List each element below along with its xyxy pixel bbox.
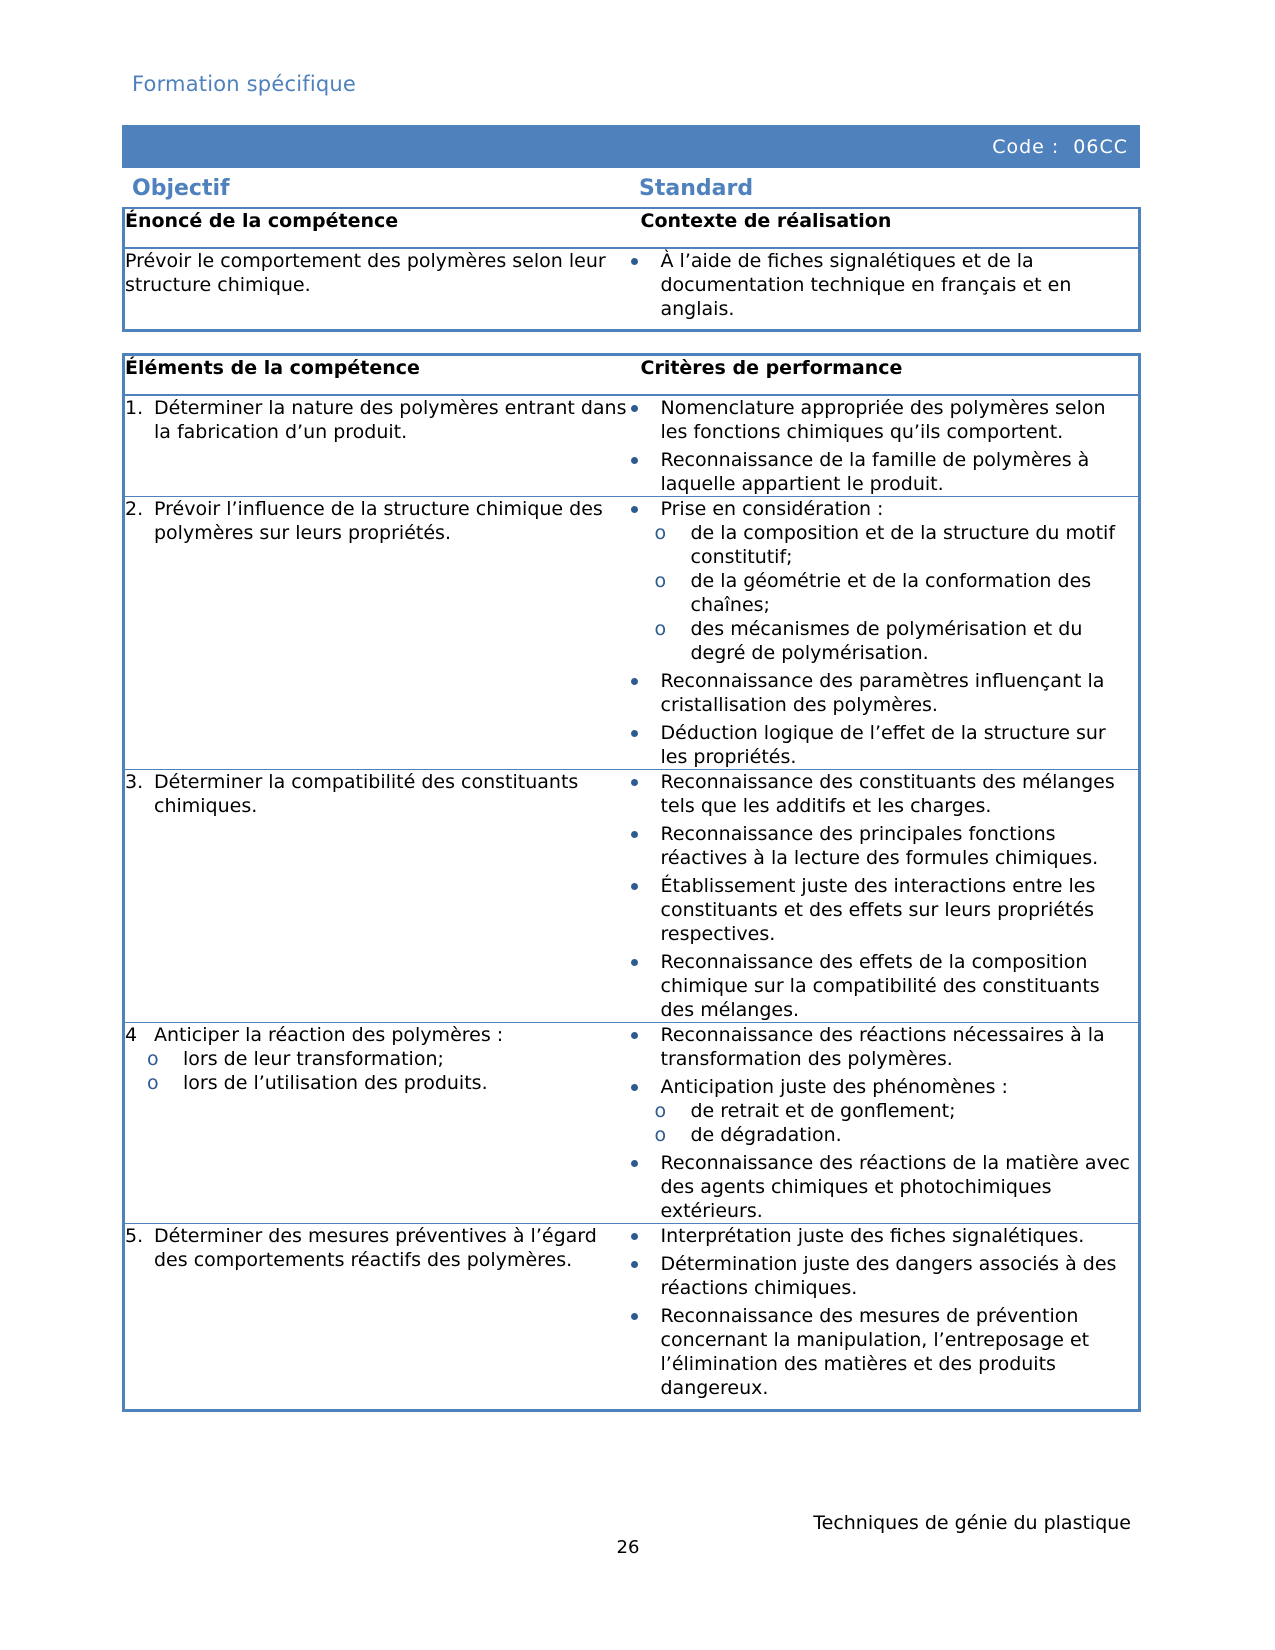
- criterion-item: [631, 497, 1139, 665]
- criterion-sub-item: [653, 617, 1139, 665]
- element-cell: [124, 395, 631, 497]
- criterion-text: Déduction logique de l’effet de la structure sur les propriétés.: [660, 721, 1106, 768]
- bullet-icon: [631, 831, 638, 838]
- header-enonce: Énoncé de la compétence: [124, 208, 631, 248]
- table-row: [124, 769, 1140, 1022]
- element-sub-list: [125, 1047, 631, 1095]
- element-text: Déterminer la nature des polymères entrant dans la fabrication d’un produit.: [154, 396, 627, 443]
- criterion-sub-text: de la géométrie et de la conformation des chaînes;: [690, 569, 1092, 616]
- criterion-text: Reconnaissance des réactions de la matière avec des agents chimiques et photochimiques extérieurs.: [660, 1151, 1130, 1222]
- code-banner: [122, 125, 1140, 168]
- criterion-text: Reconnaissance des paramètres influençant la cristallisation des polymères.: [660, 669, 1105, 716]
- criterion-sub-text: de la composition et de la structure du motif constitutif;: [690, 521, 1116, 568]
- contexte-item: [631, 249, 1139, 321]
- element-number: 5.: [125, 1224, 144, 1247]
- criterion-sub-item: [653, 1099, 1139, 1123]
- contexte-list: [631, 249, 1139, 321]
- criterion-sub-item: [653, 1123, 1139, 1147]
- header-elements: Éléments de la compétence: [124, 355, 631, 395]
- criterion-item: [631, 396, 1139, 444]
- criterion-text: Anticipation juste des phénomènes :: [660, 1075, 1008, 1098]
- element-sub-item: [125, 1071, 631, 1095]
- element-item: [125, 396, 631, 444]
- criterion-item: [631, 1023, 1139, 1071]
- criterion-item: [631, 1224, 1139, 1248]
- bullet-icon: [631, 1160, 638, 1167]
- element-sub-text: lors de l’utilisation des produits.: [183, 1071, 488, 1094]
- criterion-text: Reconnaissance des constituants des mélanges tels que les additifs et les charges.: [660, 770, 1115, 817]
- criteria-list: [631, 497, 1139, 769]
- criterion-item: [631, 822, 1139, 870]
- standard-table-header: [124, 208, 1140, 248]
- criteria-list: [631, 1224, 1139, 1400]
- bullet-icon: [631, 1313, 638, 1320]
- criterion-item: [631, 1252, 1139, 1300]
- criterion-item: [631, 669, 1139, 717]
- criterion-text: Reconnaissance de la famille de polymères à laquelle appartient le produit.: [660, 448, 1090, 495]
- section-headings: [122, 172, 1140, 208]
- bullet-icon: [631, 678, 638, 685]
- criterion-text: Prise en considération :: [660, 497, 884, 520]
- element-text: Déterminer la compatibilité des constituants chimiques.: [154, 770, 579, 817]
- criterion-text: Détermination juste des dangers associés à des réactions chimiques.: [660, 1252, 1117, 1299]
- criterion-text: Nomenclature appropriée des polymères selon les fonctions chimiques qu’ils comportent.: [660, 396, 1106, 443]
- criterion-sub-item: [653, 521, 1139, 569]
- sub-bullet-icon: o: [654, 569, 667, 592]
- criterion-text: Établissement juste des interactions entre les constituants et des effets sur leurs propriétés respectives.: [660, 874, 1096, 945]
- criterion-text: Reconnaissance des réactions nécessaires à la transformation des polymères.: [660, 1023, 1105, 1070]
- sub-bullet-icon: o: [654, 1099, 667, 1122]
- element-item: [125, 770, 631, 818]
- criteria-list: [631, 396, 1139, 496]
- standard-heading: Standard: [639, 176, 754, 201]
- criteria-list: [631, 770, 1139, 1022]
- bullet-icon: [631, 457, 638, 464]
- element-number: 4: [125, 1023, 138, 1046]
- elements-table: [122, 353, 1141, 1412]
- criterion-item: [631, 950, 1139, 1022]
- enonce-cell: Prévoir le comportement des polymères selon leur structure chimique.: [124, 248, 631, 331]
- contexte-text: À l’aide de fiches signalétiques et de la documentation technique en français et en anglais.: [660, 250, 1072, 320]
- criterion-sub-text: des mécanismes de polymérisation et du degré de polymérisation.: [690, 617, 1083, 664]
- bullet-icon: [631, 730, 638, 737]
- header-criteres: Critères de performance: [631, 355, 1140, 395]
- footer-page-number: 26: [616, 1537, 640, 1558]
- table-row: [124, 395, 1140, 497]
- element-item: [125, 1023, 631, 1047]
- criterion-item: [631, 721, 1139, 769]
- contexte-cell: [631, 248, 1140, 331]
- criteria-cell: [631, 496, 1140, 769]
- criterion-text: Interprétation juste des fiches signalétiques.: [660, 1224, 1085, 1247]
- criterion-item: [631, 874, 1139, 946]
- element-number: 2.: [125, 497, 144, 520]
- element-item: [125, 1224, 631, 1272]
- criterion-text: Reconnaissance des principales fonctions réactives à la lecture des formules chimiques.: [660, 822, 1099, 869]
- bullet-icon: [631, 1233, 638, 1240]
- bullet-icon: [631, 883, 638, 890]
- sub-bullet-icon: o: [147, 1071, 159, 1094]
- element-sub-item: [125, 1047, 631, 1071]
- bullet-icon: [631, 779, 638, 786]
- element-text: Anticiper la réaction des polymères :: [154, 1023, 504, 1046]
- criterion-item: [631, 770, 1139, 818]
- criteria-cell: [631, 395, 1140, 497]
- objectif-heading: Objectif: [132, 176, 230, 201]
- element-cell: [124, 1022, 631, 1223]
- criterion-sub-item: [653, 569, 1139, 617]
- bullet-icon: [631, 1084, 638, 1091]
- criterion-sub-list: [653, 1099, 1139, 1147]
- elements-table-header: [124, 355, 1140, 395]
- sub-bullet-icon: o: [654, 1123, 667, 1146]
- element-item: [125, 497, 631, 545]
- code-value: 06CC: [1073, 135, 1128, 158]
- criterion-item: [631, 448, 1139, 496]
- criteria-cell: [631, 1223, 1140, 1410]
- footer-program-name: Techniques de génie du plastique: [813, 1512, 1131, 1534]
- page-title: Formation spécifique: [132, 72, 357, 96]
- criteria-list: [631, 1023, 1139, 1223]
- bullet-icon: [631, 405, 638, 412]
- standard-table-row: [124, 248, 1140, 331]
- element-text: Déterminer des mesures préventives à l’égard des comportements réactifs des polymères.: [154, 1224, 597, 1271]
- table-row: [124, 1022, 1140, 1223]
- criteria-cell: [631, 769, 1140, 1022]
- bullet-icon: [631, 959, 638, 966]
- criterion-sub-text: de dégradation.: [690, 1123, 842, 1146]
- sub-bullet-icon: o: [147, 1047, 159, 1070]
- element-number: 3.: [125, 770, 144, 793]
- element-number: 1.: [125, 396, 144, 419]
- element-cell: [124, 1223, 631, 1410]
- element-cell: [124, 496, 631, 769]
- bullet-icon: [631, 1261, 638, 1268]
- criterion-item: [631, 1151, 1139, 1223]
- criterion-sub-list: [653, 521, 1139, 665]
- elements-table-body: [124, 395, 1140, 1411]
- criterion-sub-text: de retrait et de gonflement;: [690, 1099, 956, 1122]
- bullet-icon: [631, 1032, 638, 1039]
- bullet-icon: [631, 506, 638, 513]
- element-cell: [124, 769, 631, 1022]
- bullet-icon: [631, 258, 638, 265]
- code-label: Code :: [992, 135, 1060, 158]
- sub-bullet-icon: o: [654, 617, 667, 640]
- criterion-item: [631, 1075, 1139, 1147]
- header-contexte: Contexte de réalisation: [631, 208, 1140, 248]
- table-row: [124, 1223, 1140, 1410]
- element-sub-text: lors de leur transformation;: [183, 1047, 444, 1070]
- sub-bullet-icon: o: [654, 521, 667, 544]
- element-text: Prévoir l’influence de la structure chimique des polymères sur leurs propriétés.: [154, 497, 603, 544]
- standard-table: [122, 207, 1141, 332]
- criterion-text: Reconnaissance des mesures de prévention concernant la manipulation, l’entreposage et l’élimination des matières et des produits dangereux.: [660, 1304, 1090, 1399]
- criterion-item: [631, 1304, 1139, 1400]
- criteria-cell: [631, 1022, 1140, 1223]
- table-row: [124, 496, 1140, 769]
- criterion-text: Reconnaissance des effets de la composition chimique sur la compatibilité des constituants des mélanges.: [660, 950, 1100, 1021]
